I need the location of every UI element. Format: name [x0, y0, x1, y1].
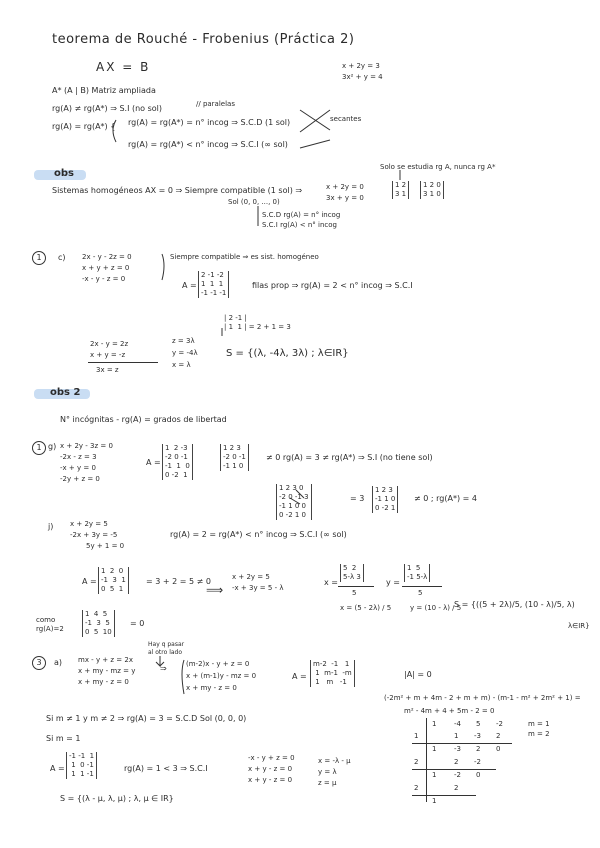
intro-side-eq-1: x + 2y = 3	[342, 62, 380, 70]
homog-augmented-matrix: 1 2 0 3 1 0	[420, 181, 444, 199]
ruffini-r2b-1: 1	[432, 771, 437, 779]
ruffini-head-1: 1	[432, 720, 437, 728]
ruffini-root-m1: m = 1	[528, 720, 550, 728]
ex3-check-det: = 0	[130, 619, 145, 628]
obs2-header: obs 2	[50, 387, 81, 398]
ex4-param-x: x = -λ - μ	[318, 757, 351, 765]
ex1-a-label: A =	[182, 281, 197, 290]
ex3-x-denominator: 5	[352, 589, 357, 597]
ex1-note: Siempre compatible ⇒ es sist. homogéneo	[170, 253, 319, 261]
ex1-param-z: z = 3λ	[172, 337, 195, 345]
ex4-param-z: z = μ	[318, 779, 337, 787]
ex3-solution-tail: λ∈IR}	[568, 622, 590, 630]
ruffini-r1b-2: -3	[454, 745, 461, 753]
ex1-sub-eq-2: x + y = -z	[90, 351, 126, 359]
ex1-minor-text: | 2 -1 | | 1 1 | = 2 + 1 = 3	[224, 314, 291, 331]
ruffini-root-m2: m = 2	[528, 730, 550, 738]
homog-eq-1: x + 2y = 0	[326, 183, 364, 191]
cross-mark-icon	[300, 110, 330, 132]
ex3-eq-2: -2x + 3y = -5	[70, 531, 118, 539]
ex4-note-top: Hay q pasar	[148, 641, 185, 648]
ex2-eq-4: -2y + z = 0	[60, 475, 100, 483]
ruffini-r3-1: 2	[454, 784, 459, 792]
ex2-augmented-rank: ≠ 0 ; rg(A*) = 4	[414, 494, 477, 503]
ex2-augmented-matrix: 1 2 3 0 -2 0 -1 3 -1 1 0 0 0 -2 1 0	[276, 484, 312, 520]
ex4-arrow: ⇒	[160, 664, 167, 673]
ex4-solution: S = {(λ - μ, λ, μ) ; λ, μ ∈ IR}	[60, 794, 174, 803]
ruffini-r1-1: 1	[454, 732, 459, 740]
exercise-g-label: g)	[48, 442, 57, 451]
ex4-sub-eq-2: x + y - z = 0	[248, 765, 293, 773]
ruffini-r2b-2: -2	[454, 771, 461, 779]
ruffini-root-2: 2	[414, 758, 419, 766]
ex3-y-matrix: 1 5 -1 5-λ	[404, 564, 430, 582]
ex4-sub-eq-1: -x - y + z = 0	[248, 754, 295, 762]
ruffini-r2b-3: 0	[476, 771, 481, 779]
ex3-eq-3: 5y + 1 = 0	[86, 542, 125, 550]
ex3-x-matrix: 5 2 5-λ 3	[340, 564, 364, 582]
augmented-matrix-note: A* (A | B) Matriz ampliada	[52, 86, 156, 95]
ex3-x-label: x =	[324, 578, 338, 587]
ex1-solution: S = {(λ, -4λ, 3λ) ; λ∈IR}	[226, 348, 349, 359]
ex3-eq-1: x + 2y = 5	[70, 520, 108, 528]
ex3-y-denominator: 5	[418, 589, 423, 597]
case-scd: rg(A) = rg(A*) = n° incog ⇒ S.C.D (1 sol)	[128, 118, 291, 127]
case-incompatible: rg(A) ≠ rg(A*) ⇒ S.I (no sol)	[52, 104, 163, 113]
ex4-sys2-eq-3: x + my - z = 0	[186, 684, 237, 692]
ex1-eq-3: -x - y - z = 0	[82, 275, 126, 283]
ex3-matrix-a: 1 2 0 -1 3 1 0 5 1	[98, 567, 129, 594]
ex4-note-top-2: al otro lado	[148, 649, 183, 656]
down-arrow-2-icon	[156, 656, 164, 666]
ex3-y-label: y =	[386, 578, 400, 587]
ruffini-r3-final: 1	[432, 797, 437, 805]
ex1-param-y: y = -4λ	[172, 349, 198, 357]
ex3-x-result: x = (5 - 2λ) / 5	[340, 604, 392, 612]
ex4-sys2-eq-1: (m-2)x - y + z = 0	[186, 660, 250, 668]
strike-icon	[290, 490, 304, 504]
main-equation: AX = B	[96, 60, 151, 74]
ex4-param-y: y = λ	[318, 768, 337, 776]
ex4-det-zero: |A| = 0	[404, 670, 432, 679]
brace-right-icon	[162, 254, 164, 280]
page-title: teorema de Rouché - Frobenius (Práctica 2)	[52, 32, 355, 47]
ex1-sub-eq-1: 2x - y = 2z	[90, 340, 129, 348]
exercise-number-1-g: 1	[32, 441, 46, 455]
ex2-rank-result: ≠ 0 rg(A) = 3 ≠ rg(A*) ⇒ S.I (no tiene sol)	[266, 453, 433, 462]
ex4-a2-label: A =	[50, 764, 65, 773]
ex3-det-eq: = 3 + 2 = 5 ≠ 0	[146, 577, 211, 586]
exercise-number-1: 1	[32, 251, 46, 265]
ruffini-r1-2: -3	[474, 732, 481, 740]
exercise-a-label: a)	[54, 658, 63, 667]
ex2-eq-3: -x + y = 0	[60, 464, 96, 472]
ruffini-r1b-4: 0	[496, 745, 501, 753]
ex4-rank-result: rg(A) = 1 < 3 ⇒ S.C.I	[124, 764, 208, 773]
ex4-case-1: Si m ≠ 1 y m ≠ 2 ⇒ rg(A) = 3 = S.C.D Sol (0, 0, 0)	[46, 714, 247, 723]
ex2-det-eq: = 3	[350, 494, 365, 503]
ex1-rank-result: filas prop ⇒ rg(A) = 2 < n° incog ⇒ S.C.I	[252, 281, 413, 290]
ex1-param-x: x = λ	[172, 361, 191, 369]
ruffini-root-3: 2	[414, 784, 419, 792]
ex3-sub-eq-2: -x + 3y = 5 - λ	[232, 584, 284, 592]
homog-eq-2: 3x + y = 0	[326, 194, 364, 202]
ruffini-head-3: 5	[476, 720, 481, 728]
case-rank-equal: rg(A) = rg(A*) {	[52, 122, 116, 131]
ex3-sub-eq-1: x + 2y = 5	[232, 573, 270, 581]
intro-side-eq-2: 3x² + y = 4	[342, 73, 383, 81]
ex3-a-label: A =	[82, 577, 97, 586]
ex3-solution: S = {((5 + 2λ)/5, (10 - λ)/5, λ)	[454, 600, 575, 609]
ex4-eq-1: mx - y + z = 2x	[78, 656, 133, 664]
ruffini-r1-3: 2	[496, 732, 501, 740]
ruffini-r1b-3: 2	[476, 745, 481, 753]
brace-left-icon	[113, 120, 116, 142]
ruffini-head-2: -4	[454, 720, 461, 728]
ex1-eq-2: x + y + z = 0	[82, 264, 130, 272]
ex1-matrix-a: 2 -1 -2 1 1 1 -1 -1 -1	[198, 271, 229, 298]
underline-stroke-icon	[300, 140, 330, 148]
ex3-y-result: y = (10 - λ) / 5	[410, 604, 462, 612]
obs2-note: N° incógnitas - rg(A) = grados de libertad	[60, 415, 227, 424]
ex4-expansion-2: m² - 4m + 4 + 5m - 2 = 0	[404, 707, 495, 715]
ex1-eq-1: 2x - y - 2z = 0	[82, 253, 132, 261]
homogeneous-line: Sistemas homogéneos AX = 0 ⇒ Siempre compatible (1 sol) ⇒	[52, 186, 303, 195]
ex3-arrow: ⟹	[206, 583, 224, 597]
ex4-matrix-a2: -1 -1 1 1 0 -1 1 1 -1	[66, 752, 97, 779]
ex3-rank-result: rg(A) = 2 = rg(A*) < n° incog ⇒ S.C.I (∞ sol)	[170, 530, 347, 539]
ex2-a-label: A =	[146, 458, 161, 467]
case-sci: rg(A) = rg(A*) < n° incog ⇒ S.C.I (∞ sol)	[128, 140, 288, 149]
exercise-number-3: 3	[32, 656, 46, 670]
ex4-eq-3: x + my - z = 0	[78, 678, 129, 686]
homog-scd: S.C.D rg(A) = n° incog	[262, 211, 341, 219]
ruffini-r2-2: -2	[474, 758, 481, 766]
ruffini-head-4: -2	[496, 720, 503, 728]
ex3-check-matrix: 1 4 5 -1 3 5 0 5 10	[82, 610, 115, 637]
ex2-det-matrix: 1 2 3 -1 1 0 0 -2 1	[372, 486, 398, 513]
ex4-sub-eq-3: x + y - z = 0	[248, 776, 293, 784]
parallel-note: // paralelas	[196, 100, 235, 108]
ex1-sub-eq-3: 3x = z	[96, 366, 119, 374]
ex4-eq-2: x + my - mz = y	[78, 667, 136, 675]
exercise-j-label: j)	[48, 522, 54, 531]
ex3-margin-note: como rg(A)=2	[36, 616, 64, 633]
ex2-minor: 1 2 3 -2 0 -1 -1 1 0	[220, 444, 249, 471]
obs-header: obs	[54, 168, 74, 179]
ex4-sys2-eq-2: x + (m-1)y - mz = 0	[186, 672, 257, 680]
obs-note: Solo se estudia rg A, nunca rg A*	[380, 163, 496, 171]
ex2-eq-1: x + 2y - 3z = 0	[60, 442, 113, 450]
ex2-eq-2: -2x - z = 3	[60, 453, 97, 461]
ex4-expansion-1: (-2m² + m + 4m - 2 + m + m) - (m-1 - m² + 2m² + 1) =	[384, 694, 581, 702]
ruffini-root-1: 1	[414, 732, 419, 740]
ex4-a-label: A =	[292, 672, 307, 681]
ex2-matrix-a: 1 2 -3 -2 0 -1 -1 1 0 0 -2 1	[162, 444, 193, 480]
homog-sci: S.C.I rg(A) < n° incog	[262, 221, 337, 229]
homog-matrix: 1 2 3 1	[392, 181, 409, 199]
ruffini-r2-1: 2	[454, 758, 459, 766]
brace-left-2-icon	[182, 660, 184, 694]
trivial-solution: Sol (0, 0, ..., 0)	[228, 198, 280, 206]
ex4-case-2: Si m = 1	[46, 734, 81, 743]
secant-note: secantes	[330, 115, 362, 123]
exercise-c-label: c)	[58, 253, 66, 262]
ex4-matrix-a: m-2 -1 1 1 m-1 -m 1 m -1	[310, 660, 355, 687]
ruffini-r1b-1: 1	[432, 745, 437, 753]
